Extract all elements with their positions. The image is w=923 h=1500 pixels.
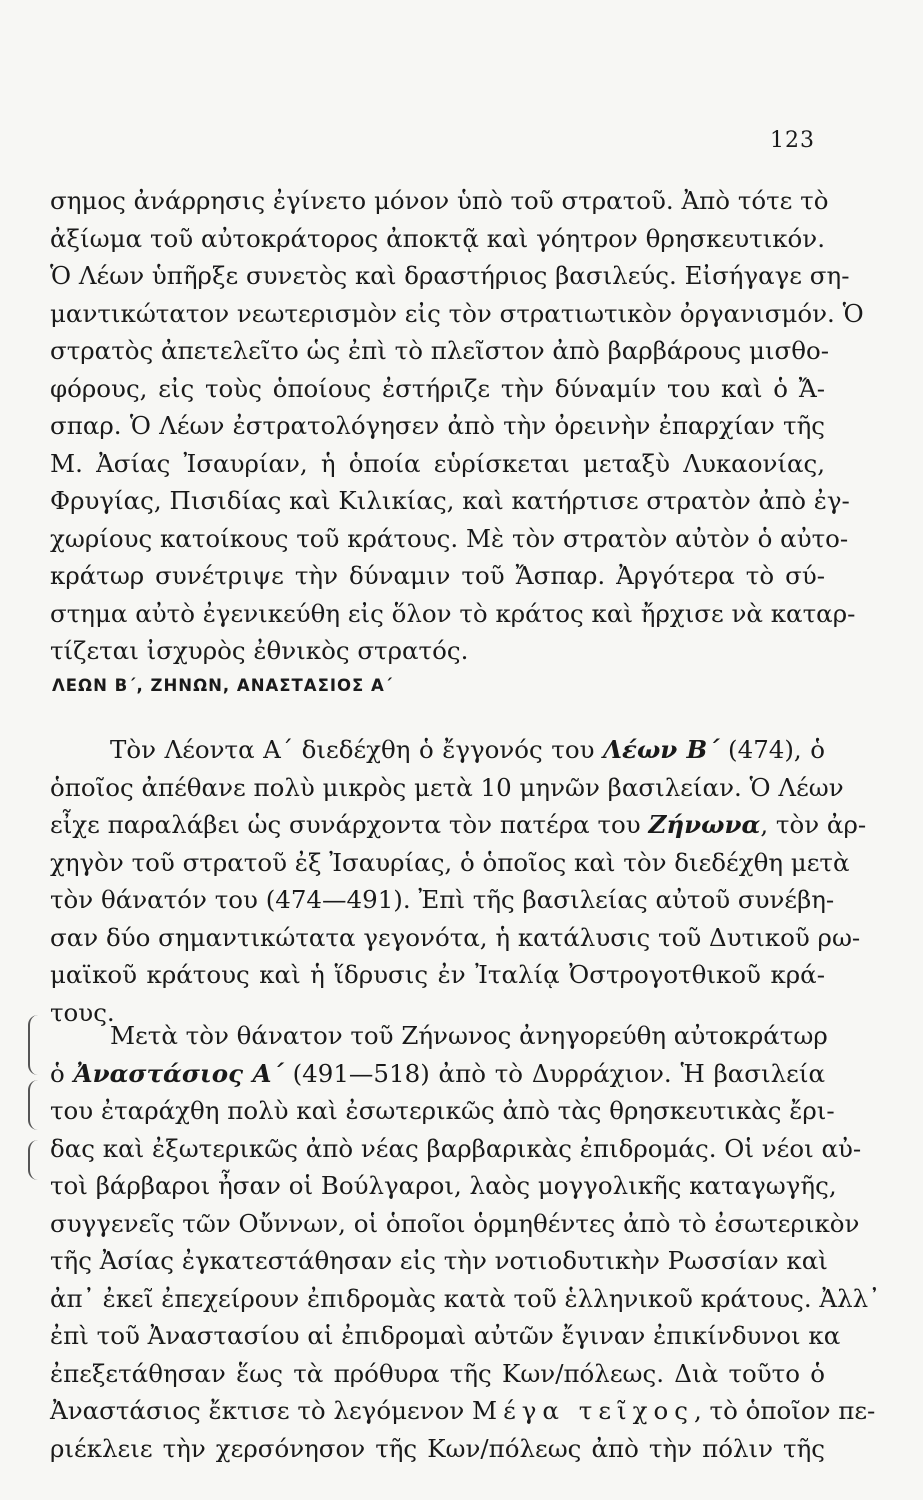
text-line bbox=[50, 806, 867, 844]
spaced-term: Μέγα τεῖχος bbox=[472, 1396, 694, 1425]
text-line: τοὶ βάρβαροι ἦσαν οἱ Βούλγαροι, λαὸς μογγολικῆς καταγωγῆς, bbox=[50, 1171, 837, 1200]
text-span: (474), ὁ bbox=[719, 735, 825, 764]
text-span: ὁ bbox=[50, 1058, 74, 1088]
text-line: κράτωρ συνέτριψε τὴν δύναμιν τοῦ Ἄσπαρ. Ἀργότερα τὸ σύ- bbox=[50, 561, 825, 590]
emperor-name: Ζήνωνα bbox=[648, 810, 761, 839]
page-number: 123 bbox=[770, 128, 815, 153]
text-span: Ἀναστάσιος ἔκτισε τὸ λεγόμενον bbox=[50, 1396, 473, 1425]
text-span: (491—518) ἀπὸ τὸ Δυρράχιον. Ἡ βασιλεία bbox=[283, 1058, 825, 1088]
text-line: ἐπεξετάθησαν ἕως τὰ πρόθυρα τῆς Κων/πόλεως. Διὰ τοῦτο ὁ bbox=[50, 1358, 825, 1388]
margin-pencil-mark bbox=[28, 1015, 40, 1075]
paragraph-anastasius bbox=[50, 1017, 881, 1467]
text-span: εἶχε παραλάβει ὡς συνάρχοντα τὸν πατέρα του bbox=[50, 810, 649, 839]
emperor-name: Ἀναστάσιος Α΄ bbox=[73, 1058, 284, 1088]
text-span: Τὸν Λέοντα Α΄ διεδέχθη ὁ ἔγγονός του bbox=[110, 735, 604, 764]
text-line: χηγὸν τοῦ στρατοῦ ἐξ Ἰσαυρίας, ὁ ὁποῖος καὶ τὸν διεδέχθη μετὰ bbox=[50, 847, 850, 877]
section-heading: ΛΕΩΝ Β΄, ΖΗΝΩΝ, ΑΝΑΣΤΑΣΙΟΣ Α΄ bbox=[52, 676, 394, 695]
text-line: του ἐταράχθη πολὺ καὶ ἐσωτερικῶς ἀπὸ τὰς θρησκευτικὰς ἔρι- bbox=[50, 1096, 835, 1125]
margin-pencil-mark bbox=[28, 1080, 40, 1130]
text-line: μαντικώτατον νεωτερισμὸν εἰς τὸν στρατιωτικὸν ὀργανισμόν. Ὁ bbox=[50, 298, 864, 328]
text-line: ὁποῖος ἀπέθανε πολὺ μικρὸς μετὰ 10 μηνῶν βασιλείαν. Ὁ Λέων bbox=[50, 772, 844, 802]
text-span: , τὸ ὁποῖον πε- bbox=[693, 1396, 876, 1425]
emperor-name: Λέων Β΄ bbox=[603, 735, 720, 764]
text-line: τους. bbox=[50, 997, 115, 1027]
text-line: τίζεται ἰσχυρὸς ἐθνικὸς στρατός. bbox=[50, 636, 469, 665]
text-line: Ὁ Λέων ὑπῆρξε συνετὸς καὶ δραστήριος βασιλεύς. Εἰσήγαγε ση- bbox=[50, 261, 850, 290]
text-line: στημα αὐτὸ ἐγενικεύθη εἰς ὅλον τὸ κράτος καὶ ἤρχισε νὰ καταρ- bbox=[50, 598, 856, 628]
top-paragraph bbox=[50, 182, 864, 670]
text-line: φόρους, εἰς τοὺς ὁποίους ἐστήριζε τὴν δύναμίν του καὶ ὁ Ἄ- bbox=[50, 373, 825, 403]
text-line: σαν δύο σημαντικώτατα γεγονότα, ἡ κατάλυσις τοῦ Δυτικοῦ ρω- bbox=[50, 922, 861, 952]
text-line: Μ. Ἀσίας Ἰσαυρίαν, ἡ ὁποία εὑρίσκεται μεταξὺ Λυκαονίας, bbox=[50, 448, 825, 478]
text-line: συγγενεῖς τῶν Οὔννων, οἱ ὁποῖοι ὁρμηθέντες ἀπὸ τὸ ἐσωτερικὸν bbox=[50, 1208, 860, 1238]
margin-pencil-mark bbox=[28, 1140, 40, 1180]
text-line: στρατὸς ἀπετελεῖτο ὡς ἐπὶ τὸ πλεῖστον ἀπὸ βαρβάρους μισθο- bbox=[50, 336, 829, 365]
text-line: σπαρ. Ὁ Λέων ἐστρατολόγησεν ἀπὸ τὴν ὀρεινὴν ἐπαρχίαν τῆς bbox=[50, 411, 825, 440]
text-line: ἐπὶ τοῦ Ἀναστασίου αἱ ἐπιδρομαὶ αὐτῶν ἔγιναν ἐπικίνδυνοι κα bbox=[50, 1321, 841, 1350]
text-line: Μετὰ τὸν θάνατον τοῦ Ζήνωνος ἀνηγορεύθη αὐτοκράτωρ bbox=[110, 1021, 828, 1050]
text-line: Φρυγίας, Πισιδίας καὶ Κιλικίας, καὶ κατήρτισε στρατὸν ἀπὸ ἐγ- bbox=[50, 486, 850, 515]
text-line: ἀξίωμα τοῦ αὐτοκράτορος ἀποκτᾷ καὶ γόητρον θρησκευτικόν. bbox=[50, 223, 825, 253]
text-span: , τὸν ἀρ- bbox=[760, 810, 867, 839]
text-line bbox=[50, 731, 825, 769]
text-line: ἀπ᾽ ἐκεῖ ἐπεχείρουν ἐπιδρομὰς κατὰ τοῦ ἑλληνικοῦ κράτους. Ἀλλ᾽ bbox=[50, 1283, 881, 1313]
paragraph-leo-zeno bbox=[50, 731, 867, 1031]
text-line: ριέκλειε τὴν χερσόνησον τῆς Κων/πόλεως ἀπὸ τὴν πόλιν τῆς bbox=[50, 1433, 825, 1463]
text-line: μαϊκοῦ κράτους καὶ ἡ ἵδρυσις ἐν Ἰταλίᾳ Ὀστρογοτθικοῦ κρά- bbox=[50, 960, 825, 989]
text-line: δας καὶ ἐξωτερικῶς ἀπὸ νέας βαρβαρικὰς ἐπιδρομάς. Οἱ νέοι αὐ- bbox=[50, 1133, 862, 1163]
text-line: χωρίους κατοίκους τοῦ κράτους. Μὲ τὸν στρατὸν αὐτὸν ὁ αὐτο- bbox=[50, 523, 849, 553]
text-line: σημος ἀνάρρησις ἐγίνετο μόνον ὑπὸ τοῦ στρατοῦ. Ἀπὸ τότε τὸ bbox=[50, 186, 829, 215]
text-line: τῆς Ἀσίας ἐγκατεστάθησαν εἰς τὴν νοτιοδυτικὴν Ρωσσίαν καὶ bbox=[50, 1246, 828, 1275]
text-line: τὸν θάνατόν του (474—491). Ἐπὶ τῆς βασιλείας αὐτοῦ συνέβη- bbox=[50, 885, 835, 914]
text-line bbox=[50, 1392, 876, 1430]
text-line bbox=[50, 1055, 825, 1093]
